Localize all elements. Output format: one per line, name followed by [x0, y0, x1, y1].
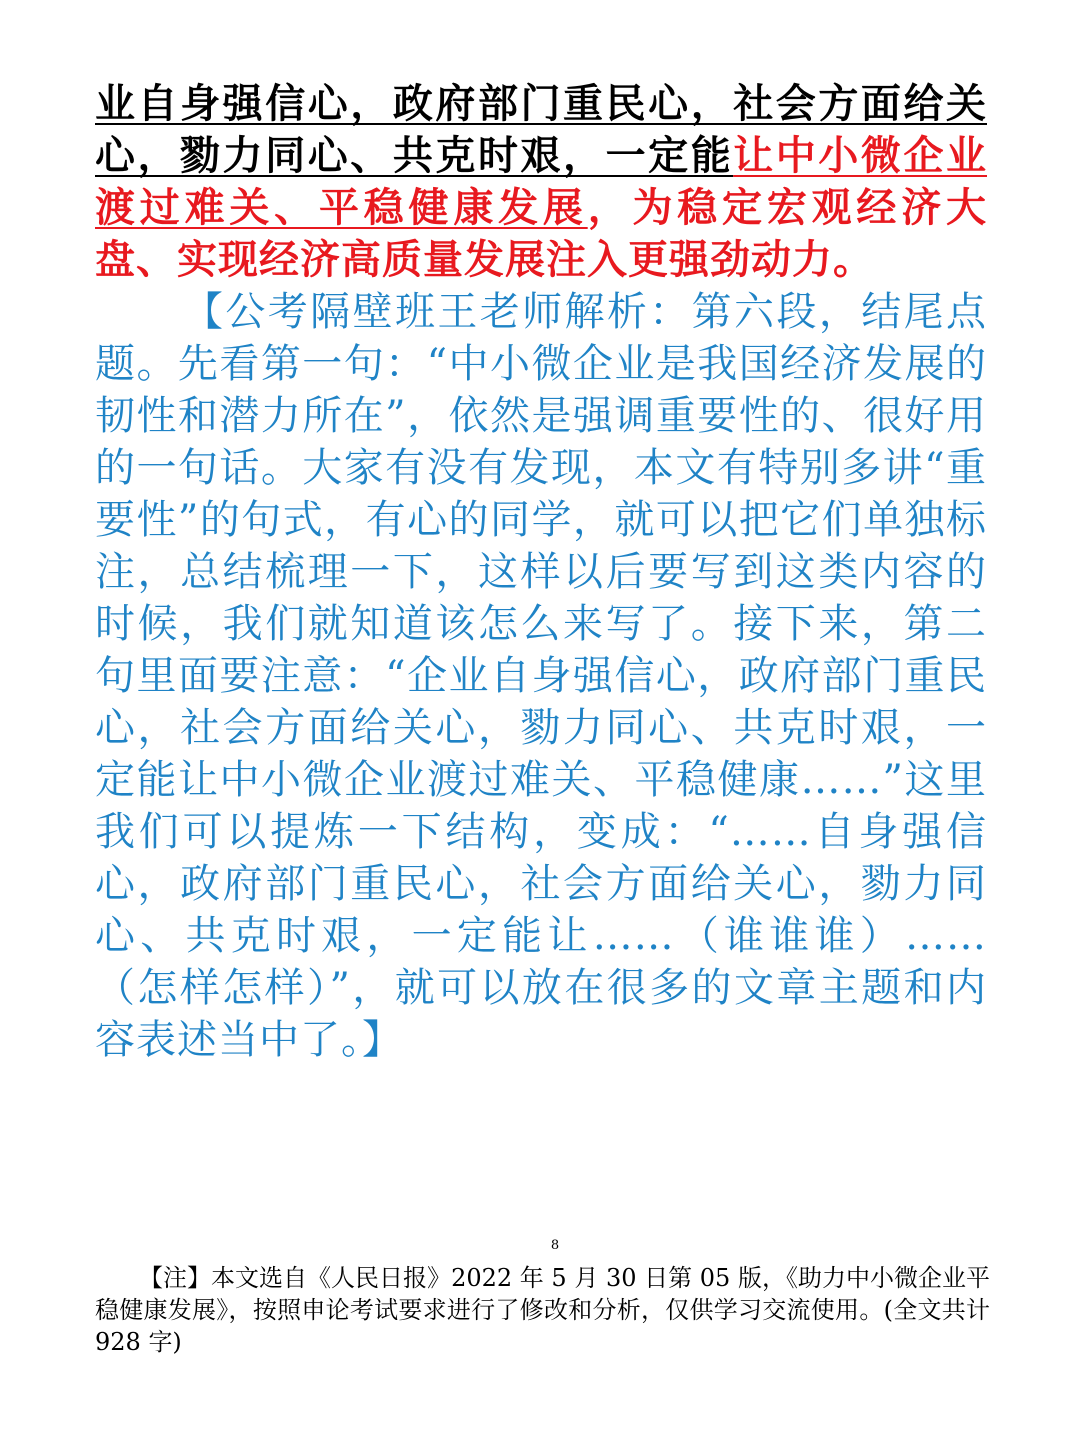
source-note: 【注】本文选自《人民日报》2022 年 5 月 30 日第 05 版，《助力中小微企业平稳健康发展》，按照申论考试要求进行了修改和分析，仅供学习交流使用。(全文共计 928 字): [95, 1264, 990, 1356]
main-paragraph-highlighted-text: 让中小微企业渡过难关、平稳健康发展: [95, 132, 987, 231]
page-number: 8: [550, 1238, 560, 1253]
analysis-paragraph: 【公考隔壁班王老师解析：第六段，结尾点题。先看第一句：“中小微企业是我国经济发展的韧性和潜力所在”，依然是强调重要性的、很好用的一句话。大家有没有发现，本文有特别多讲“重要性”的句式，有心的同学，就可以把它们单独标注，总结梳理一下，这样以后要写到这类内容的时候，我们就知道该怎么来写了。接下来，第二句里面要注意：“企业自身强信心，政府部门重民心，社会方面给关心，勠力同心、共克时艰，一定能让中小微企业渡过难关、平稳健康……”这里我们可以提炼一下结构，变成：“……自身强信心，政府部门重民心，社会方面给关心，勠力同心、共克时艰，一定能让……（谁谁谁）……（怎样怎样）”，就可以放在很多的文章主题和内容表述当中了。】: [95, 289, 987, 1063]
main-paragraph-closing-text: ，为稳定宏观经济大盘、实现经济高质量发展注入更强劲动力。: [95, 184, 988, 283]
main-paragraph-underlined-text: 业自身强信心，政府部门重民心，社会方面给关心，勠力同心、共克时艰，一定能: [95, 80, 987, 179]
main-paragraph: [95, 78, 987, 286]
